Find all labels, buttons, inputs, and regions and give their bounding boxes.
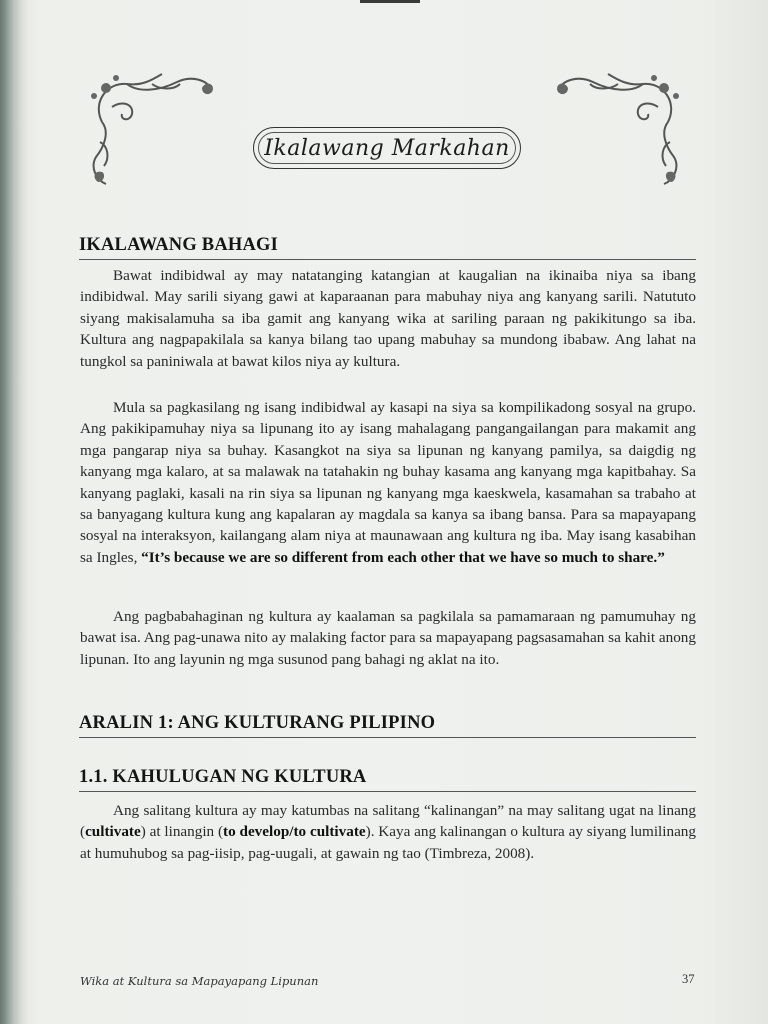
binding-shadow: [0, 0, 28, 1024]
definition-text-1: Ang salitang kultura ay may katumbas na salitang “kalinangan” na may salitang ugat na linang (: [80, 802, 696, 841]
term-develop-cultivate: to develop/to cultivate: [223, 823, 366, 841]
left-corner-ornament-icon: [82, 62, 222, 192]
english-proverb-quote: “It’s because we are so different from each other that we have so much to share.”: [141, 548, 665, 566]
definition-text-2: ) at linangin (: [140, 823, 224, 841]
paragraph-society: [80, 397, 696, 568]
section-heading: IKALAWANG BAHAGI: [79, 235, 696, 260]
page-number: 37: [682, 972, 695, 986]
paragraph-individual: Bawat indibidwal ay may natatanging katangian at kaugalian na ikinaiba niya sa ibang indibidwal. May sarili siyang gawi at kaparaanan para mabuhay niya ang kanyang sarili. Natututo siyang makisalamuha sa iba gamit ang kanyang wika at sariling paraan ng pakikitungo sa iba. Kultura ang nagpapakilala sa kanya bilang tao upang mabuhay sa mundong ibabaw. Ang lahat na tungkol sa paniniwala at bawat kilos niya ay kultura.: [80, 267, 696, 370]
definition-text-3: ). Kaya ang kalinangan o kultura ay siyang lumilinang at humuhubog sa pag-iisip, pag-uugali, at gawain ng tao (Timbreza, 2008).: [80, 823, 696, 862]
quarter-title-badge: [253, 127, 521, 169]
paragraph-definition: [80, 800, 696, 864]
footer-book-title: Wika at Kultura sa Mapayapang Lipunan: [80, 974, 319, 988]
paragraph-sharing: Ang pagbabahaginan ng kultura ay kaalaman sa pagkilala sa pamamaraan ng pamumuhay ng bawat isa. Ang pag-unawa nito ay malaking factor para sa mapayapang pagsasamahan sa kahit anong lipunan. Ito ang layunin ng mga susunod pang bahagi ng aklat na ito.: [80, 608, 696, 668]
paragraph-society-text: Mula sa pagkasilang ng isang indibidwal ay kasapi na siya sa kompilikadong sosyal na grupo. Ang pakikipamuhay niya sa lipunang ito ay isang mahalagang pangangailangan para makamit ang mga pangarap niya sa buhay. Kasangkot na siya sa lipunan ng kanyang pamilya, sa daigdig ng kanyang mga kalaro, at sa malawak na tatahakin ng buhay kasama ang kanyang mga kapitbahay. Sa kanyang paglaki, kasali na rin siya sa lipunan ng kanyang mga kaeskwela, kasamahan sa trabaho at sa banyagang kultura kung ang kapalaran ay magdala sa kanya sa ibang bansa. Para sa mapayapang sosyal na interaksyon, kailangang alam niya at maunawaan ang kultura ng iba. May isang kasabihan sa Ingles,: [80, 399, 696, 566]
page-top-edge: [360, 0, 420, 3]
lesson-heading: ARALIN 1: ANG KULTURANG PILIPINO: [79, 713, 696, 738]
subsection-heading: 1.1. KAHULUGAN NG KULTURA: [79, 767, 696, 792]
quarter-title: Ikalawang Markahan: [264, 135, 510, 161]
term-cultivate: cultivate: [85, 823, 141, 841]
right-corner-ornament-icon: [548, 62, 688, 192]
